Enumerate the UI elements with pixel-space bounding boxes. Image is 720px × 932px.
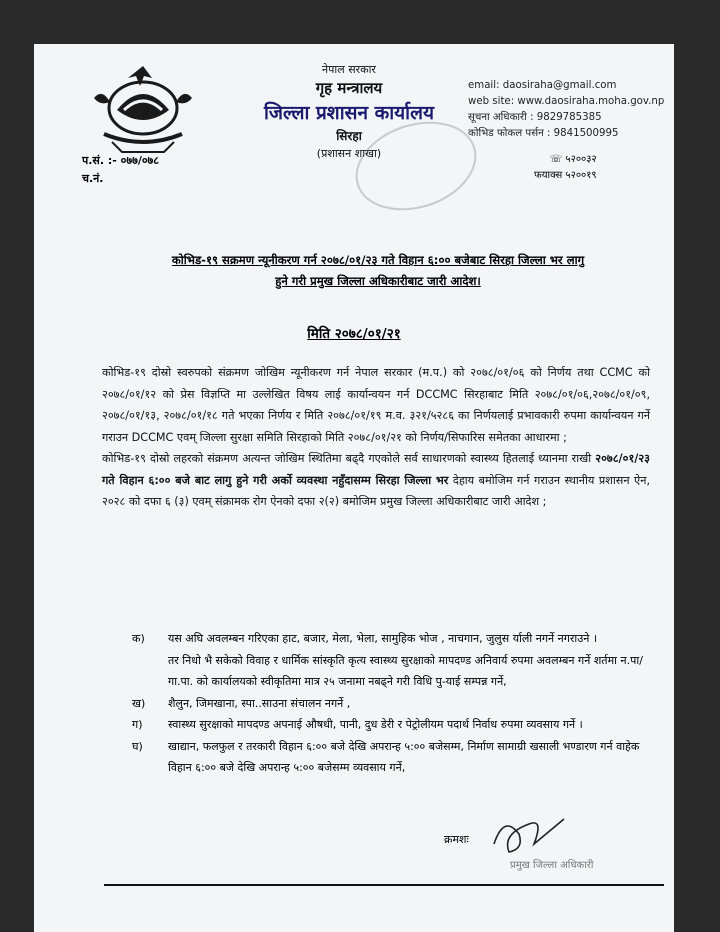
nepal-emblem-icon [82,58,204,156]
list-item [132,736,652,779]
list-item [132,693,652,715]
item-marker: क) [132,632,145,645]
list-item [132,714,652,736]
fax-number: फयाक्स ५२००१९ [534,170,597,181]
item-marker: घ) [132,739,143,753]
letter-number: प.सं. :- ०७७/०७८ [82,154,160,167]
subject-line-2: हुने गरी प्रमुख जिल्ला अधिकारीबाट जारी आदेश। [275,274,481,288]
subject-line-1: कोभिड-१९ सक्रमण न्यूनीकरण गर्न २०७८/०१/२३ गते विहान ६:०० बजेबाट सिरहा जिल्ला भर लागु [171,253,585,267]
list-item [132,628,652,650]
document-page [34,44,674,932]
item-text: खाद्यान, फलफुल र तरकारी विहान ६:०० बजे देखि अपरान्ह ५:०० बजेसम्म, निर्माण सामाग्री खसाली भण्डारण गर्न वाहेक विहान ६:०० बजे देखि अपरान्ह ५:०० बजेसम्म व्यवसाय गर्ने, [168,739,640,774]
covid-focal-text: कोभिड फोकल पर्सन : 9841500995 [468,128,619,139]
item-text: यस अघि अवलम्बन गरिएका हाट, बजार, मेला, भेला, सामुहिक भोज , नाचगान, जुलुस र्याली नगर्ने नगराउने । [168,632,598,645]
item-text: तर निधो भै सकेको विवाह र धार्मिक सांस्कृति कृत्य स्वास्थ्य सुरक्षाको मापदण्ड अनिवार्य रुपमा अवलम्बन गर्ने शर्तमा न.पा/गा.पा. को कार्यालयको स्वीकृतिमा मात्र २५ जनामा नबढ्ने गरी विधि पु-याई सम्पन्न गर्ने, [168,653,643,688]
dispatch-number: च.नं. [82,172,104,185]
office-name: जिल्ला प्रशासन कार्यालय [263,102,435,124]
order-date: मिति २०७८/०१/२१ [307,326,401,342]
district-name: सिरहा [336,129,362,143]
footer-divider [104,884,664,886]
item-text: स्वास्थ्य सुरक्षाको मापदण्ड अपनाई औषधी, पानी, दुध डेरी र पेट्रोलीयम पदार्थ निर्वाध रुपमा व्यवसाय गर्ने । [168,718,583,731]
item-marker: ख) [132,696,146,710]
body-paragraph-2 [102,448,650,513]
website-text: web site: www.daosiraha.moha.gov.np [468,96,665,107]
list-item [132,650,652,693]
para2-text-a: कोभिड-१९ दोस्रो लहरको संक्रमण अत्यन्त जोखिम स्थितिमा बढ्दै गएकोले सर्व साधारणको स्वास्थ्य हितलाई ध्यानमा राखी [102,452,596,465]
para2-text-c: देहाय बमोजिम गर्न गराउन स्थानीय प्रशासन ऐन, २०२८ को दफा ६ (३) एवम् संक्रामक रोग ऐनको दफा २(२) बमोजिम प्रमुख जिल्ला अधिकारीबाट जारी आदेश ; [102,473,650,508]
phone-number: ☏ ५२००३२ [549,154,597,165]
government-name: नेपाल सरकार [322,63,376,76]
section-name: (प्रशासन शाखा) [316,147,382,160]
subject-heading [108,250,648,292]
para2-bold-text: २०७८/०१/२३ गते विहान ६:०० बजे बाट लागु हुने गरी अर्को व्यवस्था नहुँदासम्म सिरहा जिल्ला भर [102,452,650,487]
continued-marker: क्रमशः [444,833,469,846]
item-marker [132,650,168,693]
body-paragraph-1: कोभिड-१९ दोस्रो स्वरुपको संक्रमण जोखिम न्यूनीकरण गर्न नेपाल सरकार (म.प.) को २०७८/०१/०६ को निर्णय तथा CCMC को २०७८/०१/१२ को प्रेस विज्ञप्ति मा उल्लेखित विषय लाई कार्यान्वयन गर्न DCCMC सिरहाबाट मिति २०७८/०१/०६,२०७८/०१/०९, २०७८/०१/१३, २०७८/०१/१८ गते भएका निर्णय र मिति २०७८/०१/१९ म.व. ३२१/५२८६ का निर्णयलाई प्रभावकारी रुपमा कार्यान्वयन गर्ने गराउन DCCMC एवम् जिल्ला सुरक्षा समिति सिरहाको मिति २०७८/०१/२१ को निर्णय/सिफारिस समेतका आधारमा ; [102,366,650,444]
order-items [132,628,652,779]
signature-icon [474,804,624,874]
item-text: शैलुन, जिमखाना, स्पा..साउना संचालन नगर्ने , [168,696,351,710]
email-text: email: daosiraha@gmail.com [468,80,617,91]
order-body [102,362,650,513]
reference-block [82,152,159,188]
item-marker: ग) [132,718,143,731]
contact-block [468,78,664,142]
phone-block [534,152,597,184]
info-officer-text: सूचना अधिकारी : 9829785385 [468,112,602,123]
signature-title: प्रमुख जिल्ला अधिकारी [510,860,594,871]
ministry-name: गृह मन्त्रालय [315,79,383,97]
